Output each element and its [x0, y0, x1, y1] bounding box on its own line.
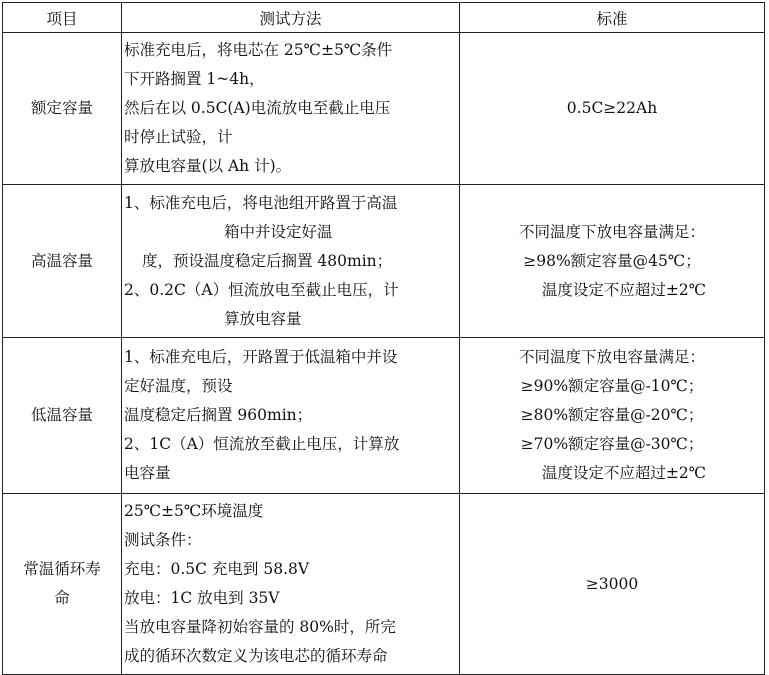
- header-item: 项目: [3, 3, 122, 33]
- table-row: [3, 494, 765, 675]
- method-line: 放电：1C 放电到 35V: [124, 589, 280, 607]
- header-method: 测试方法: [122, 3, 460, 33]
- method-line: 时停止试验，计: [124, 128, 233, 146]
- method-line: 成的循环次数定义为该电芯的循环寿命: [124, 647, 388, 665]
- method-cell: [122, 494, 460, 675]
- method-line: 算放电容量(以 Ah 计)。: [124, 157, 292, 175]
- method-line: 算放电容量: [224, 309, 302, 328]
- item-cell: 额定容量: [3, 33, 122, 185]
- table-row: [3, 185, 765, 338]
- standard-cell: [460, 338, 765, 494]
- standard-cell: [460, 494, 765, 675]
- standard-cell: [460, 185, 765, 338]
- header-standard: 标准: [460, 3, 765, 33]
- method-line: 测试条件：: [124, 531, 202, 549]
- header-row: [3, 3, 765, 33]
- method-line: 1、标准充电后，开路置于低温箱中并设: [124, 348, 398, 366]
- method-line: 箱中并设定好温: [224, 222, 333, 241]
- method-line: 充电：0.5C 充电到 58.8V: [124, 560, 310, 578]
- standard-line: ≥3000: [585, 574, 639, 593]
- method-line: 标准充电后，将电芯在 25℃±5℃条件: [124, 41, 393, 59]
- standard-line: ≥70%额定容量@-30℃；: [520, 435, 704, 453]
- standard-line: ≥98%额定容量@45℃；: [523, 251, 701, 270]
- method-line: 2、1C（A）恒流放至截止电压，计算放: [124, 435, 400, 453]
- method-line: 定好温度，预设: [124, 377, 233, 395]
- method-line: 电容量: [124, 464, 171, 482]
- standard-line: 0.5C≥22Ah: [566, 99, 658, 117]
- standard-cell: [460, 33, 765, 185]
- standard-line: ≥90%额定容量@-10℃；: [520, 377, 704, 395]
- table-row: [3, 338, 765, 494]
- method-cell: [122, 338, 460, 494]
- method-line: 2、0.2C（A）恒流放电至截止电压，计: [124, 280, 399, 299]
- standard-line: 不同温度下放电容量满足：: [518, 348, 705, 366]
- standard-line: 不同温度下放电容量满足：: [518, 222, 705, 241]
- method-line: 度，预设温度稳定后搁置 480min；: [142, 251, 393, 270]
- table-row: [3, 33, 765, 185]
- method-line: 然后在以 0.5C(A)电流放电至截止电压: [124, 99, 391, 117]
- item-cell: 低温容量: [3, 338, 122, 494]
- method-line: 下开路搁置 1~4h，: [124, 70, 265, 88]
- item-line: 命: [54, 589, 70, 607]
- standard-line: 温度设定不应超过±2℃: [541, 280, 707, 299]
- method-line: 25℃±5℃环境温度: [124, 502, 264, 520]
- item-line: 常温循环寿: [23, 560, 101, 578]
- standard-line: ≥80%额定容量@-20℃；: [520, 406, 704, 424]
- item-cell: [3, 494, 122, 675]
- method-line: 1、标准充电后，将电池组开路置于高温: [124, 193, 398, 212]
- method-cell: [122, 33, 460, 185]
- item-cell: 高温容量: [3, 185, 122, 338]
- standard-line: 温度设定不应超过±2℃: [541, 464, 707, 482]
- method-cell: [122, 185, 460, 338]
- spec-table: [2, 2, 765, 675]
- method-line: 温度稳定后搁置 960min；: [124, 406, 313, 424]
- method-line: 当放电容量降初始容量的 80%时，所完: [124, 618, 396, 636]
